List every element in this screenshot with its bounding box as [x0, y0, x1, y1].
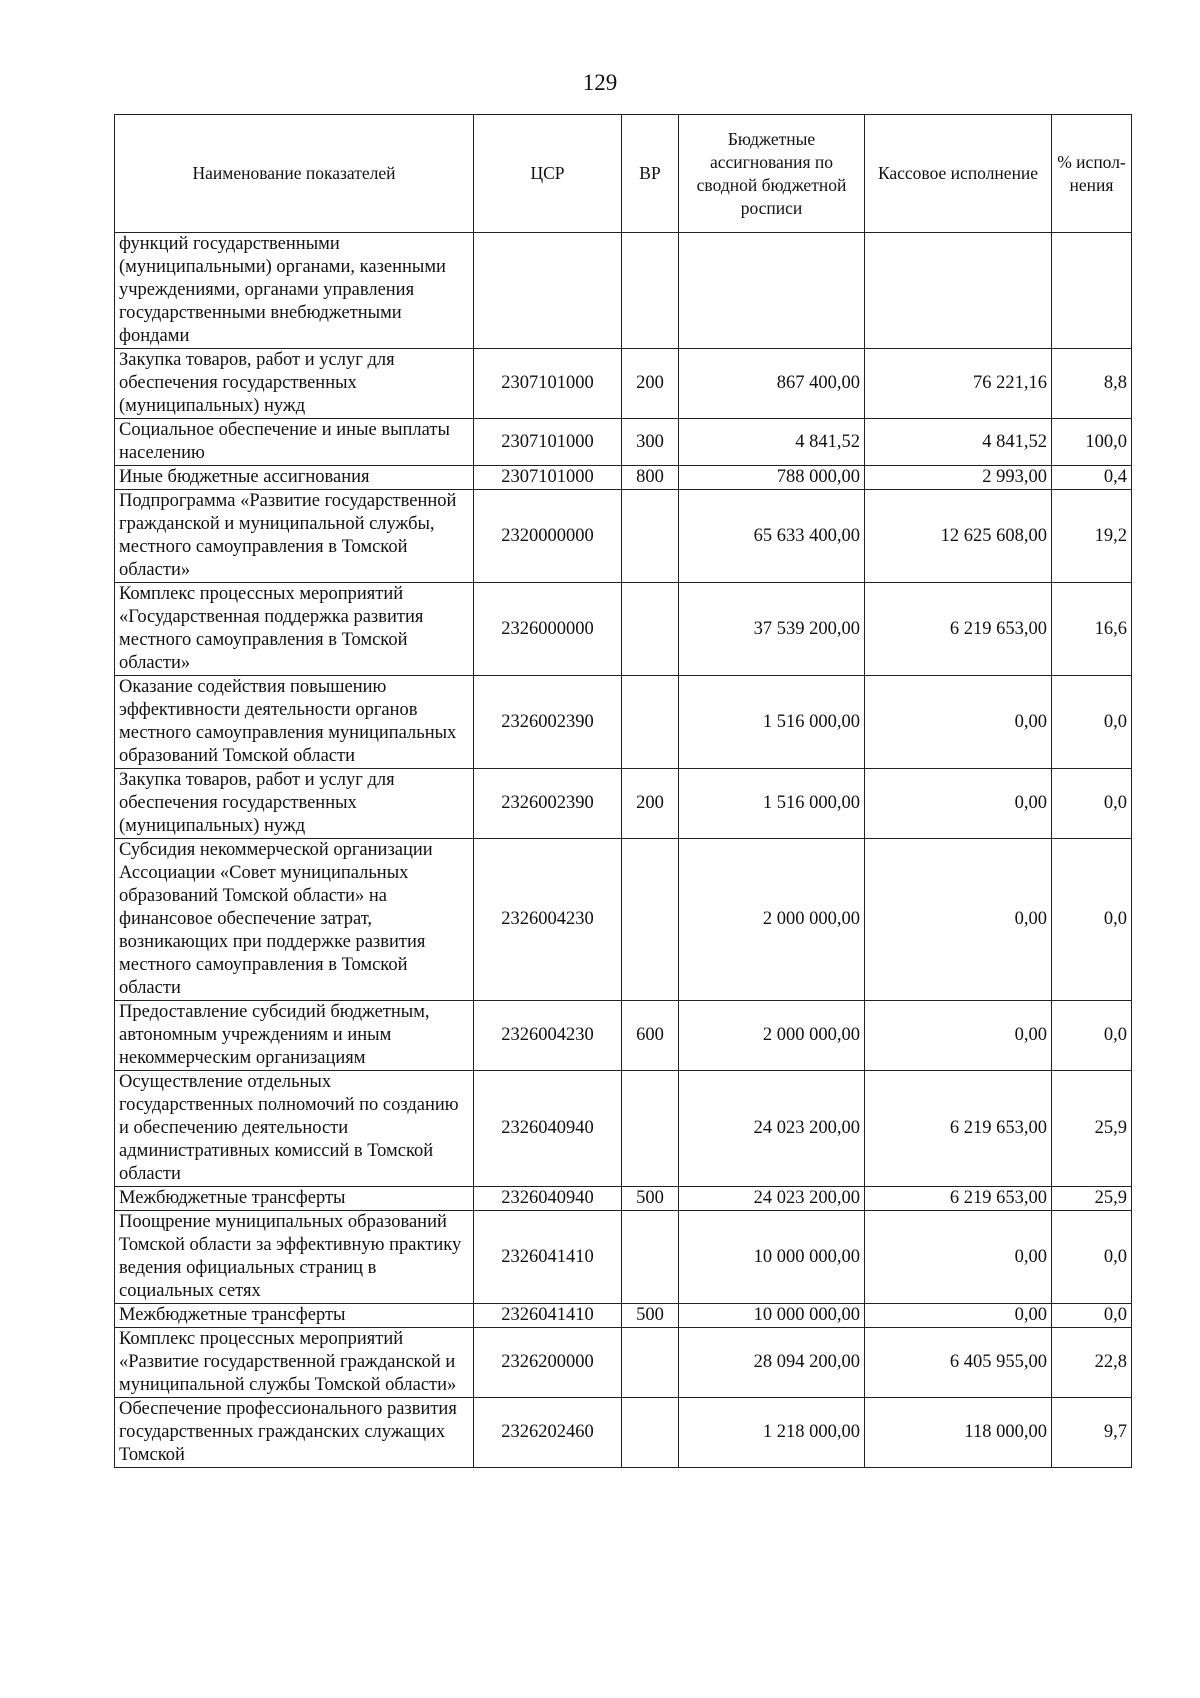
row-csr: 2326004230	[474, 1001, 622, 1071]
page-number: 129	[582, 70, 618, 95]
row-csr: 2326002390	[474, 676, 622, 769]
row-name: Подпрограмма «Развитие государственной гражданской и муниципальной службы, местного самоуправления в Томской области»	[115, 490, 474, 583]
row-vr: 600	[622, 1001, 679, 1071]
row-csr: 2326041410	[474, 1304, 622, 1328]
table-row	[115, 1001, 1132, 1071]
row-vr: 300	[622, 419, 679, 466]
row-assignments: 4 841,52	[679, 419, 865, 466]
row-vr: 200	[622, 349, 679, 419]
row-assignments: 28 094 200,00	[679, 1328, 865, 1398]
row-cash-execution: 12 625 608,00	[865, 490, 1052, 583]
table-row	[115, 583, 1132, 676]
row-csr: 2326000000	[474, 583, 622, 676]
row-percent: 0,0	[1052, 1001, 1132, 1071]
row-vr	[622, 1398, 679, 1468]
row-cash-execution: 0,00	[865, 1211, 1052, 1304]
row-csr: 2307101000	[474, 419, 622, 466]
row-percent: 100,0	[1052, 419, 1132, 466]
row-percent: 19,2	[1052, 490, 1132, 583]
table-row	[115, 1071, 1132, 1187]
row-percent: 16,6	[1052, 583, 1132, 676]
row-percent: 0,0	[1052, 1304, 1132, 1328]
row-name: Закупка товаров, работ и услуг для обеспечения государственных (муниципальных) нужд	[115, 349, 474, 419]
row-percent: 0,0	[1052, 839, 1132, 1001]
table-row	[115, 1187, 1132, 1211]
row-name: Поощрение муниципальных образований Томской области за эффективную практику ведения официальных страниц в социальных сетях	[115, 1211, 474, 1304]
row-csr: 2326040940	[474, 1187, 622, 1211]
row-percent: 25,9	[1052, 1187, 1132, 1211]
row-csr: 2307101000	[474, 466, 622, 490]
row-name: функций государственными (муниципальными) органами, казенными учреждениями, органами управления государственными внебюджетными фондами	[115, 233, 474, 349]
row-cash-execution: 6 405 955,00	[865, 1328, 1052, 1398]
row-percent: 0,0	[1052, 769, 1132, 839]
row-csr: 2326200000	[474, 1328, 622, 1398]
budget-table	[114, 114, 1132, 1468]
row-vr: 500	[622, 1187, 679, 1211]
row-assignments: 1 516 000,00	[679, 676, 865, 769]
row-name: Осуществление отдельных государственных полномочий по созданию и обеспечению деятельности административных комиссий в Томской области	[115, 1071, 474, 1187]
row-vr	[622, 583, 679, 676]
row-assignments: 788 000,00	[679, 466, 865, 490]
row-cash-execution: 2 993,00	[865, 466, 1052, 490]
row-assignments: 10 000 000,00	[679, 1304, 865, 1328]
row-cash-execution: 4 841,52	[865, 419, 1052, 466]
row-name: Комплекс процессных мероприятий «Развитие государственной гражданской и муниципальной службы Томской области»	[115, 1328, 474, 1398]
table-row	[115, 839, 1132, 1001]
row-percent	[1052, 233, 1132, 349]
table-row	[115, 466, 1132, 490]
row-vr	[622, 839, 679, 1001]
row-percent: 9,7	[1052, 1398, 1132, 1468]
row-cash-execution: 6 219 653,00	[865, 1071, 1052, 1187]
row-vr: 200	[622, 769, 679, 839]
row-name: Субсидия некоммерческой организации Ассоциации «Совет муниципальных образований Томской области» на финансовое обеспечение затрат, возникающих при поддержке развития местного самоуправления в Томской области	[115, 839, 474, 1001]
row-percent: 22,8	[1052, 1328, 1132, 1398]
row-cash-execution	[865, 233, 1052, 349]
row-vr: 800	[622, 466, 679, 490]
row-assignments: 24 023 200,00	[679, 1071, 865, 1187]
row-assignments: 1 516 000,00	[679, 769, 865, 839]
header-csr: ЦСР	[474, 115, 622, 233]
row-csr: 2326004230	[474, 839, 622, 1001]
row-percent: 0,4	[1052, 466, 1132, 490]
row-name: Оказание содействия повышению эффективности деятельности органов местного самоуправления муниципальных образований Томской области	[115, 676, 474, 769]
table-row	[115, 676, 1132, 769]
row-assignments: 10 000 000,00	[679, 1211, 865, 1304]
row-assignments: 37 539 200,00	[679, 583, 865, 676]
row-percent: 0,0	[1052, 1211, 1132, 1304]
table-row	[115, 1398, 1132, 1468]
table-row	[115, 490, 1132, 583]
table-header-row	[115, 115, 1132, 233]
row-vr	[622, 1328, 679, 1398]
row-csr: 2326202460	[474, 1398, 622, 1468]
row-vr: 500	[622, 1304, 679, 1328]
table-row	[115, 769, 1132, 839]
row-percent: 8,8	[1052, 349, 1132, 419]
row-csr: 2326041410	[474, 1211, 622, 1304]
row-name: Межбюджетные трансферты	[115, 1187, 474, 1211]
row-vr	[622, 233, 679, 349]
header-assignments: Бюджетные ассигнования по сводной бюджетной росписи	[679, 115, 865, 233]
row-name: Закупка товаров, работ и услуг для обеспечения государственных (муниципальных) нужд	[115, 769, 474, 839]
row-name: Межбюджетные трансферты	[115, 1304, 474, 1328]
row-cash-execution: 0,00	[865, 1304, 1052, 1328]
row-csr	[474, 233, 622, 349]
table-row	[115, 1328, 1132, 1398]
row-assignments: 2 000 000,00	[679, 839, 865, 1001]
row-vr	[622, 490, 679, 583]
row-cash-execution: 6 219 653,00	[865, 583, 1052, 676]
table-row	[115, 1211, 1132, 1304]
row-cash-execution: 0,00	[865, 1001, 1052, 1071]
row-cash-execution: 6 219 653,00	[865, 1187, 1052, 1211]
row-cash-execution: 0,00	[865, 839, 1052, 1001]
table-row	[115, 349, 1132, 419]
row-assignments: 2 000 000,00	[679, 1001, 865, 1071]
header-vr: ВР	[622, 115, 679, 233]
row-csr: 2320000000	[474, 490, 622, 583]
row-name: Обеспечение профессионального развития государственных гражданских служащих Томской	[115, 1398, 474, 1468]
row-cash-execution: 0,00	[865, 676, 1052, 769]
row-csr: 2326040940	[474, 1071, 622, 1187]
header-cash-execution: Кассовое исполнение	[865, 115, 1052, 233]
row-csr: 2326002390	[474, 769, 622, 839]
row-vr	[622, 1071, 679, 1187]
row-assignments: 1 218 000,00	[679, 1398, 865, 1468]
row-assignments: 65 633 400,00	[679, 490, 865, 583]
row-assignments: 24 023 200,00	[679, 1187, 865, 1211]
row-assignments	[679, 233, 865, 349]
row-csr: 2307101000	[474, 349, 622, 419]
row-percent: 25,9	[1052, 1071, 1132, 1187]
row-name: Иные бюджетные ассигнования	[115, 466, 474, 490]
row-cash-execution: 118 000,00	[865, 1398, 1052, 1468]
row-name: Предоставление субсидий бюджетным, автономным учреждениям и иным некоммерческим организациям	[115, 1001, 474, 1071]
row-assignments: 867 400,00	[679, 349, 865, 419]
row-name: Комплекс процессных мероприятий «Государственная поддержка развития местного самоуправления в Томской области»	[115, 583, 474, 676]
header-execution-percent: % испол-нения	[1052, 115, 1132, 233]
row-name: Социальное обеспечение и иные выплаты населению	[115, 419, 474, 466]
row-vr	[622, 1211, 679, 1304]
row-cash-execution: 76 221,16	[865, 349, 1052, 419]
table-row	[115, 233, 1132, 349]
table-row	[115, 419, 1132, 466]
header-name: Наименование показателей	[115, 115, 474, 233]
row-vr	[622, 676, 679, 769]
table-row	[115, 1304, 1132, 1328]
row-cash-execution: 0,00	[865, 769, 1052, 839]
row-percent: 0,0	[1052, 676, 1132, 769]
